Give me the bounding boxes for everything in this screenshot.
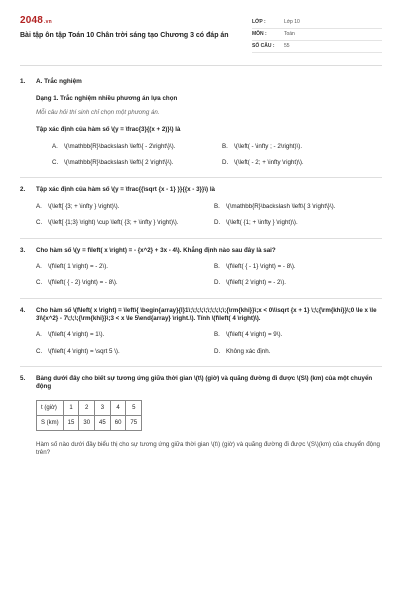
question-3: 3. Cho hàm số \(y = f\left( x \right) = - {x^2} + 3x - 4\). Khẳng định nào sau đây là sai? A. \(f\left( 1 \right) = - 2\). B. \(f\left( { - 1} \right) = - 8\). C. \(f\left( { - 2} \right) = - 8\). D. \(f\left( 2 \right) = - 2\).: [20, 247, 382, 288]
option-a[interactable]: A. \(\left[ {3; + \infty } \right)\).: [36, 202, 120, 210]
option-d[interactable]: D. \(f\left( 2 \right) = - 2\).: [214, 279, 286, 287]
table-row: [37, 400, 142, 415]
question-2: 2. Tập xác định của hàm số \(y = \frac{{\sqrt {x - 1} }}{{x - 3}}\) là A. \(\left[ {3; + \infty } \right)\). B. \(\mathbb{R}\backslash \left\{ 3 \right\}\). C. \(\left[ {1;3} \right) \cup \left( {3; + \infty } \right)\). D. \(\left( {1; + \infty } \right)\).: [20, 186, 382, 227]
meta-row-count: SỐ CÂU : 55: [252, 41, 382, 53]
option-c[interactable]: C. \(f\left( 4 \right) = \sqrt 5 \).: [36, 347, 120, 355]
option-c[interactable]: C. \(f\left( { - 2} \right) = - 8\).: [36, 279, 118, 287]
table-cell: S (km): [37, 415, 64, 430]
document-content: [20, 78, 382, 458]
option-b[interactable]: B. \(\left( - \infty ; - 2\right)\).: [222, 142, 303, 150]
table-cell: 2: [79, 400, 95, 415]
question-stem: Cho hàm số \(y = f\left( x \right) = - {x^2} + 3x - 4\). Khẳng định nào sau đây là sai?: [36, 246, 276, 254]
table-cell: 45: [95, 415, 111, 430]
question-stem: Bảng dưới đây cho biết sự tương ứng giữa thời gian \(t\) (giờ) và quãng đường đi được \(S\) (km) của một chuyển động: [36, 375, 373, 391]
question-5: 5. Bảng dưới đây cho biết sự tương ứng giữa thời gian \(t\) (giờ) và quãng đường đi được \(S\) (km) của một chuyển động t (giờ) 1 2 3 4 5 S (km) 15 30 45 60 75 Hàm số nào dưới đây biểu thị cho sự tương ứng giữa thời gian \(t\) (giờ) và quãng đường đi được \(S\)(km) của chuyển động trên?: [20, 375, 382, 458]
answer-options: [20, 203, 382, 228]
option-c[interactable]: C. \(\mathbb{R}\backslash \left\{ 2 \right\}\).: [52, 159, 174, 167]
question-stem: Tập xác định của hàm số \(y = \frac{{\sqrt {x - 1} }}{{x - 3}}\) là: [36, 186, 215, 194]
question-followup: Hàm số nào dưới đây biểu thị cho sự tương ứng giữa thời gian \(t\) (giờ) và quãng đường đi được \(S\)(km) của chuyển động trên?: [36, 440, 380, 457]
option-b[interactable]: B. \(f\left( { - 1} \right) = - 8\).: [214, 262, 296, 270]
divider: [20, 298, 382, 299]
answer-options: [20, 263, 382, 288]
answer-options: [20, 331, 382, 356]
divider: [20, 366, 382, 367]
option-b[interactable]: B. \(f\left( 4 \right) = 9\).: [214, 331, 283, 339]
answer-options: [36, 143, 382, 168]
table-cell: 30: [79, 415, 95, 430]
table-cell: 60: [110, 415, 126, 430]
table-cell: 5: [126, 400, 142, 415]
data-table: [36, 400, 142, 431]
divider: [20, 177, 382, 178]
question-stem: Tập xác định của hàm số \(y = \frac{3}{(x + 2)}\) là: [36, 126, 181, 134]
question-stem: Cho hàm số \(f\left( x \right) = \left\{ \begin{array}{l}1\;\;\;\;\;\;\;\;\;\;{\rm{khi}}\;x < 0\\\sqrt {x + 1} \;\;{\rm{khi}}\;0 \le x \le 3\\{x^2} - 7\;\;\;{\rm{khi}}\;3 < x \le 5\end{array} \right.\). Tính \(f\left( 4 \right)\).: [36, 306, 377, 322]
table-cell: 3: [95, 400, 111, 415]
option-b[interactable]: B. \(\mathbb{R}\backslash \left\{ 3 \right\}\).: [214, 202, 336, 210]
section-heading: 1. A. Trắc nghiệm: [20, 78, 82, 85]
meta-row-class: LỚP : Lớp 10: [252, 17, 382, 29]
instruction-text: Mỗi câu hỏi thí sinh chỉ chọn một phương án.: [36, 109, 160, 116]
question-1: [36, 126, 382, 167]
option-a[interactable]: A. \(f\left( 1 \right) = - 2\).: [36, 262, 108, 270]
question-4: 4. Cho hàm số \(f\left( x \right) = \left\{ \begin{array}{l}1\;\;\;\;\;\;\;\;\;\;{\rm{khi}}\;x < 0\\\sqrt {x + 1} \;\;{\rm{khi}}\;0 \le x \le 3\\{x^2} - 7\;\;\;{\rm{khi}}\;3 < x \le 5\end{array} \right.\). Tính \(f\left( 4 \right)\). A. \(f\left( 4 \right) = 1\). B. \(f\left( 4 \right) = 9\). C. \(f\left( 4 \right) = \sqrt 5 \). D. Không xác định.: [20, 307, 382, 356]
table-cell: t (giờ): [37, 400, 64, 415]
table-row: [37, 415, 142, 430]
table-cell: 75: [126, 415, 142, 430]
subsection-heading: Dạng 1. Trắc nghiệm nhiều phương án lựa chọn: [36, 94, 178, 102]
document-meta: [252, 17, 382, 53]
meta-row-subject: MÔN : Toán: [252, 29, 382, 41]
option-d[interactable]: D. \(\left( {1; + \infty } \right)\).: [214, 219, 298, 227]
option-a[interactable]: A. \(\mathbb{R}\backslash \left\{ - 2\right\}\).: [52, 142, 176, 150]
table-cell: 15: [63, 415, 79, 430]
table-cell: 1: [63, 400, 79, 415]
divider: [20, 238, 382, 239]
document-header: [20, 14, 382, 66]
option-d[interactable]: D. Không xác định.: [214, 347, 271, 355]
table-cell: 4: [110, 400, 126, 415]
option-c[interactable]: C. \(\left[ {1;3} \right) \cup \left( {3; + \infty } \right)\).: [36, 219, 179, 227]
site-logo[interactable]: 2048.vn: [20, 15, 52, 26]
option-d[interactable]: D. \(\left( - 2; + \infty \right)\).: [222, 159, 304, 167]
option-a[interactable]: A. \(f\left( 4 \right) = 1\).: [36, 331, 105, 339]
document-title: Bài tập ôn tập Toán 10 Chân trời sáng tạo Chương 3 có đáp án: [20, 32, 229, 39]
